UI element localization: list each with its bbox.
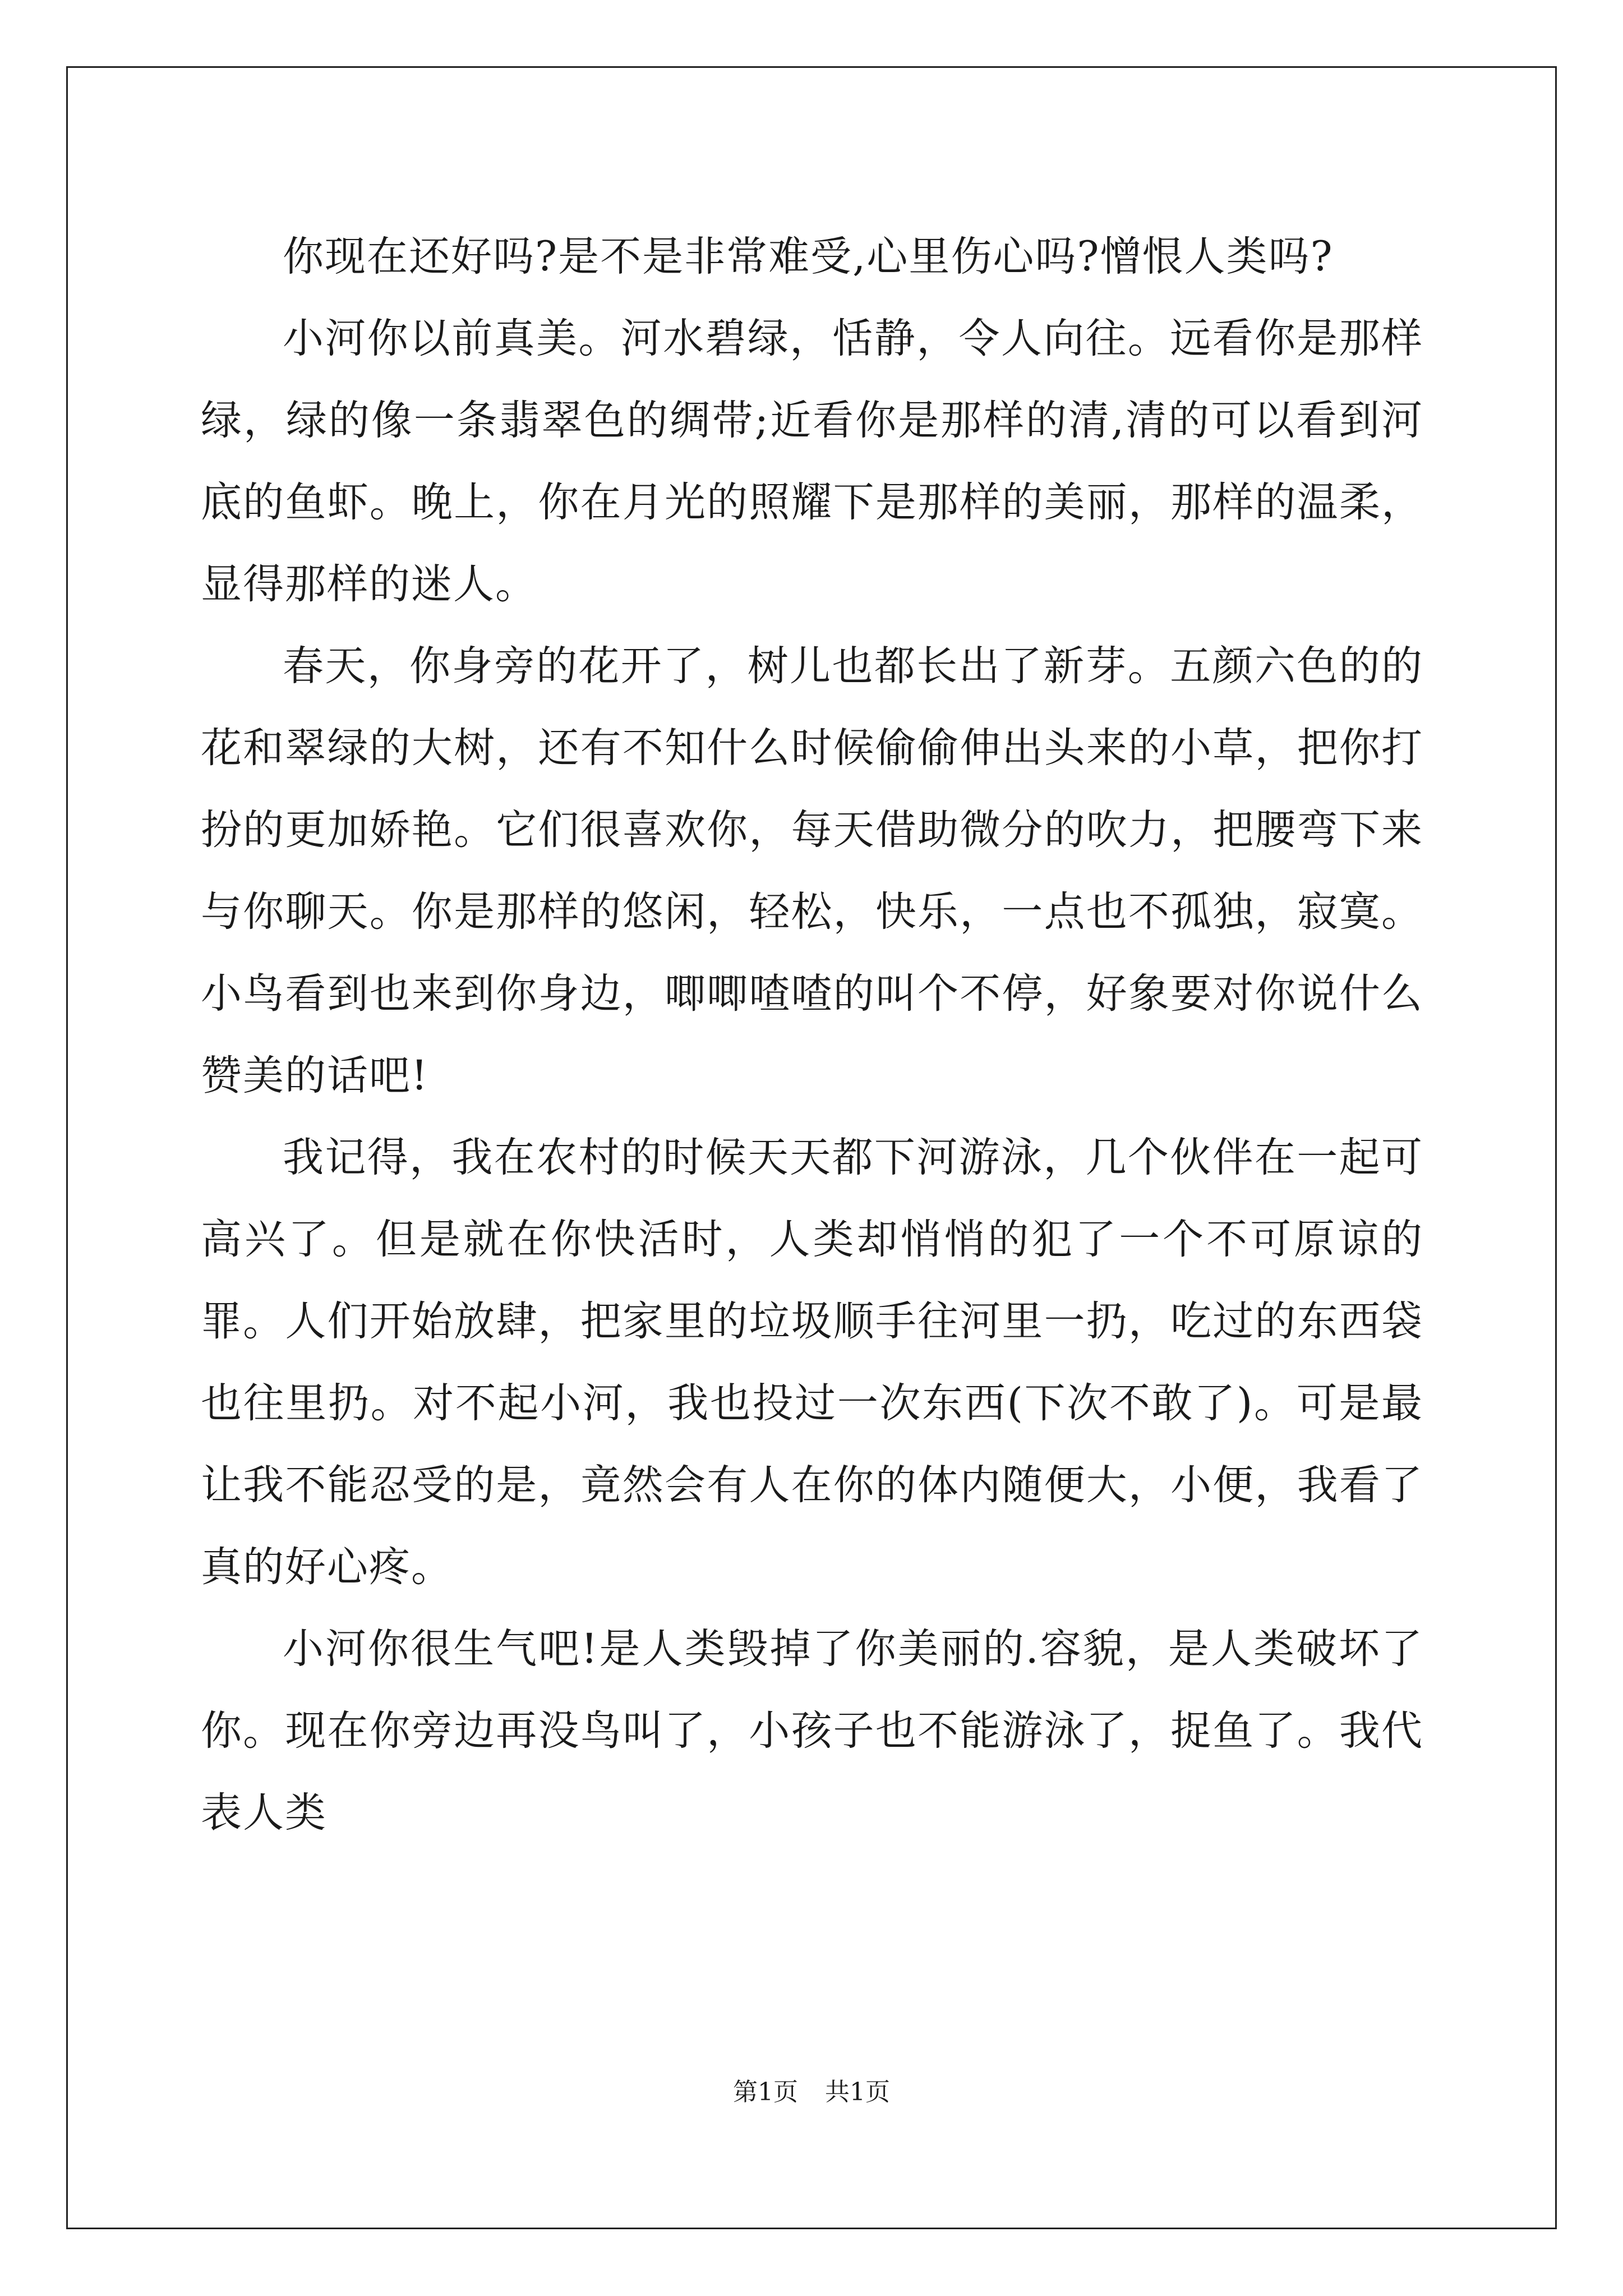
paragraph-2: 小河你以前真美。河水碧绿，恬静，令人向往。远看你是那样绿，绿的像一条翡翠色的绸带;近看你是那样的清,清的可以看到河底的鱼虾。晚上，你在月光的照耀下是那样的美丽，那样的温柔，显得那样的迷人。 (201, 315, 1423, 608)
paragraph-1: 你现在还好吗?是不是非常难受,心里伤心吗?憎恨人类吗? (283, 233, 1334, 280)
paragraph-3: 春天，你身旁的花开了，树儿也都长出了新芽。五颜六色的的花和翠绿的大树，还有不知什么时候偷偷伸出头来的小草，把你打扮的更加娇艳。它们很喜欢你，每天借助微分的吹力，把腰弯下来与你聊天。你是那样的悠闲，轻松，快乐，一点也不孤独，寂寞。小鸟看到也来到你身边，唧唧喳喳的叫个不停，好象要对你说什么赞美的话吧! (201, 642, 1423, 1099)
paragraph-5: 小河你很生气吧!是人类毁掉了你美丽的.容貌，是人类破坏了你。现在你旁边再没鸟叫了，小孩子也不能游泳了，捉鱼了。我代表人类 (201, 1625, 1423, 1837)
document-body (201, 216, 1423, 1854)
paragraph-4: 我记得，我在农村的时候天天都下河游泳，几个伙伴在一起可高兴了。但是就在你快活时，人类却悄悄的犯了一个不可原谅的罪。人们开始放肆，把家里的垃圾顺手往河里一扔，吃过的东西袋也往里扔。对不起小河，我也投过一次东西(下次不敢了)。可是最让我不能忍受的是，竟然会有人在你的体内随便大，小便，我看了真的好心疼。 (201, 1134, 1423, 1591)
page-footer (0, 2076, 1623, 2109)
page-number: 第1页 (733, 2078, 798, 2106)
page-count: 共1页 (825, 2078, 890, 2106)
